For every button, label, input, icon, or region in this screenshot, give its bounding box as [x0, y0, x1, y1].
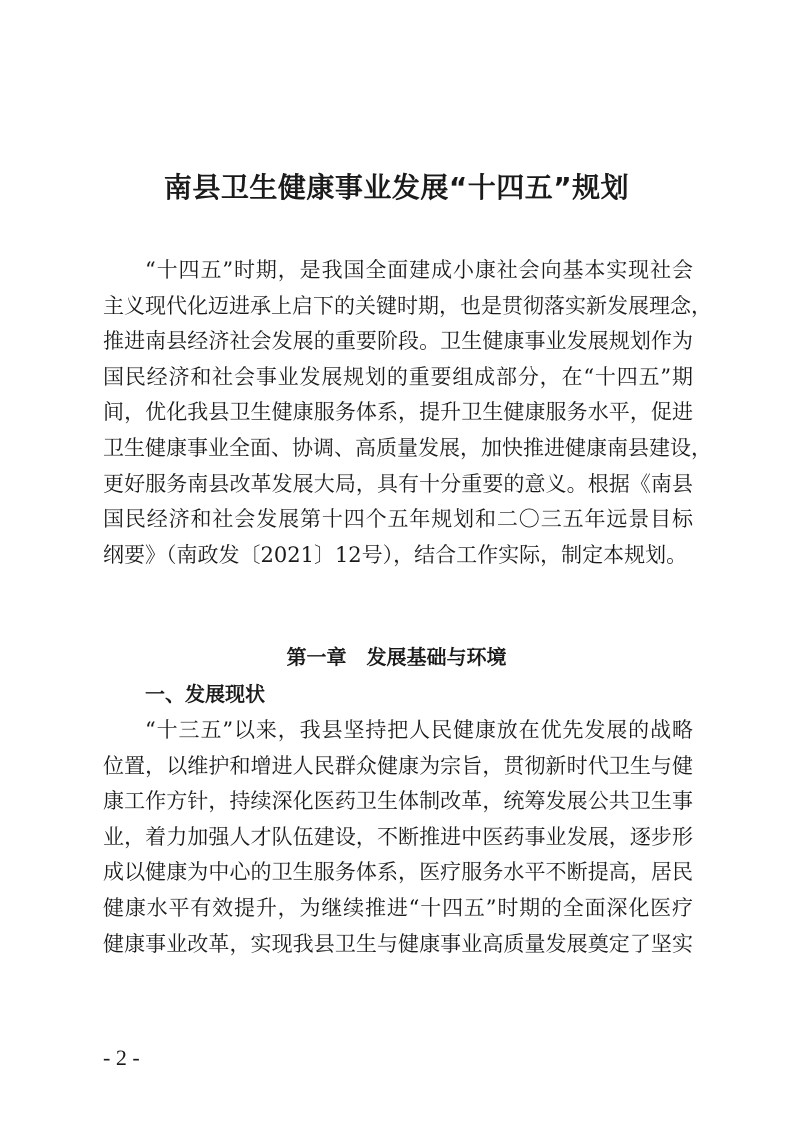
paragraph-line: 国民经济和社会发展第十四个五年规划和二〇三五年远景目标 [103, 507, 693, 532]
paragraph-line: 更好服务南县改革发展大局，具有十分重要的意义。根据《南县 [103, 471, 693, 496]
paragraph-line: 成以健康为中心的卫生服务体系，医疗服务水平不断提高，居民 [103, 860, 693, 885]
paragraph-line: “十四五”时期，是我国全面建成小康社会向基本实现社会 [145, 258, 693, 282]
paragraph-line: 主义现代化迈进承上启下的关键时期，也是贯彻落实新发展理念， [103, 293, 712, 318]
paragraph-line: 间，优化我县卫生健康服务体系，提升卫生健康服务水平，促进 [103, 400, 693, 425]
paragraph-line: 健康水平有效提升，为继续推进“十四五”时期的全面深化医疗 [103, 895, 693, 920]
paragraph-line: 康工作方针，持续深化医药卫生体制改革，统筹发展公共卫生事 [103, 789, 693, 814]
paragraph-line: 业，着力加强人才队伍建设，不断推进中医药事业发展，逐步形 [103, 824, 693, 849]
section-heading: 一、发展现状 [145, 682, 265, 706]
page-number: - 2 - [103, 1045, 140, 1070]
paragraph-line: 国民经济和社会事业发展规划的重要组成部分，在“十四五”期 [103, 364, 693, 389]
paragraph-line: 位置，以维护和增进人民群众健康为宗旨，贯彻新时代卫生与健 [103, 753, 693, 778]
document-title: 南县卫生健康事业发展“十四五”规划 [163, 171, 630, 204]
paragraph-line: 健康事业改革，实现我县卫生与健康事业高质量发展奠定了坚实 [103, 931, 693, 956]
paragraph-line: 推进南县经济社会发展的重要阶段。卫生健康事业发展规划作为 [103, 329, 693, 354]
intro-paragraph [103, 253, 712, 573]
chapter-heading: 第一章 发展基础与环境 [286, 645, 507, 669]
paragraph-line: “十三五”以来，我县坚持把人民健康放在优先发展的战略 [145, 718, 693, 742]
section-paragraph [103, 713, 693, 962]
paragraph-line: 卫生健康事业全面、协调、高质量发展，加快推进健康南县建设， [103, 435, 712, 460]
paragraph-line: 纲要》（南政发〔2021〕12号），结合工作实际，制定本规划。 [103, 542, 688, 567]
